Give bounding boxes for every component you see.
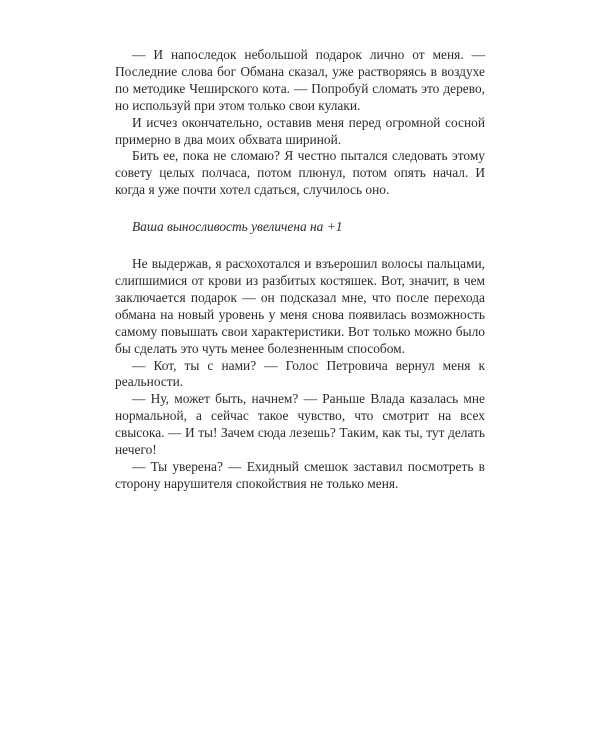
paragraph-god-vanishes: И исчез окончательно, оставив меня перед огромной сосной примерно в два моих обхвата шириной. [115, 114, 485, 147]
paragraph-are-you-sure: — Ты уверена? — Ехидный смешок заставил посмотреть в сторону нарушителя спокойствия не только меня. [115, 458, 485, 491]
paragraph-gift-speech: — И напоследок небольшой подарок лично от меня. — Последние слова бог Обмана сказал, уже растворяясь в воздухе по методике Чеширского кота. — Попробуй сломать это дерево, но используй при этом только свои кулаки. [115, 47, 485, 113]
paragraph-laughter: Не выдержав, я расхохотался и взъерошил волосы пальцами, слипшимися от крови из разбитых костяшек. Вот, значит, в чем заключается подарок — он подсказал мне, что после перехода обмана на новый уровень у меня снова появилась возможность самому повышать свои характеристики. Вот только можно было бы сделать это чуть менее болезненным способом. [115, 256, 485, 356]
paragraph-vlada: — Ну, может быть, начнем? — Раньше Влада казалась мне нормальной, а сейчас такое чувство, что смотрит на всех свысока. — И ты! Зачем сюда лезешь? Таким, как ты, тут делать нечего! [115, 391, 485, 458]
page-text [115, 47, 485, 493]
system-message: Ваша выносливость увеличена на +1 [132, 219, 343, 235]
paragraph-hitting-tree: Бить ее, пока не сломаю? Я честно пытался следовать этому совету целых полчаса, потом плюнул, потом опять начал. И когда я уже почти хотел сдаться, случилось оно. [115, 148, 485, 198]
paragraph-petrovich: — Кот, ты с нами? — Голос Петровича вернул меня к реальности. [115, 357, 485, 390]
